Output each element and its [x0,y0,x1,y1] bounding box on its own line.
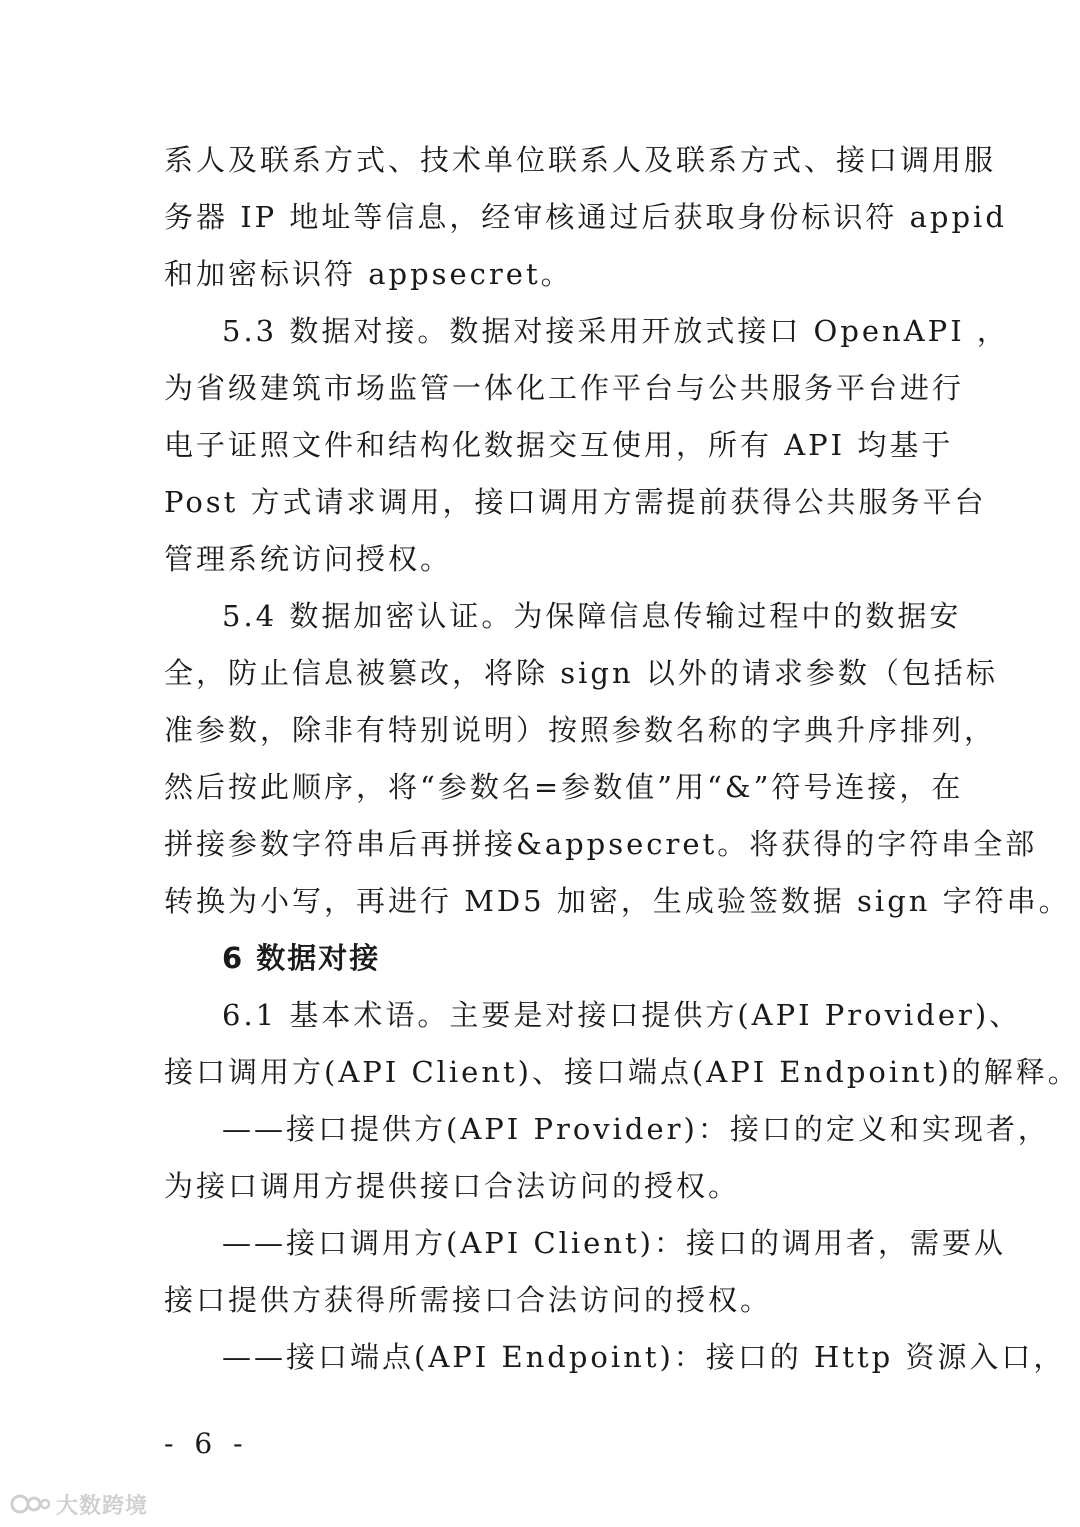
line-text: 5.3 数据对接。数据对接采用开放式接口 OpenAPI ， [222,314,1009,348]
line-text: 接口调用方(API Client)、接口端点(API Endpoint)的解释。 [164,1055,1080,1089]
line-text: 电子证照文件和结构化数据交互使用，所有 API 均基于 [164,428,954,462]
text-line [164,702,1080,759]
line-text: 6.1 基本术语。主要是对接口提供方(API Provider)、 [222,998,1022,1032]
line-text: 转换为小写，再进行 MD5 加密，生成验签数据 sign 字符串。 [164,884,1071,918]
page-number: - 6 - [164,1427,249,1460]
line-text: ——接口调用方(API Client)：接口的调用者，需要从 [222,1226,1006,1260]
text-line [164,645,1080,702]
line-text: 务器 IP 地址等信息，经审核通过后获取身份标识符 appid [164,200,1007,234]
text-line [164,474,1080,531]
line-text: 5.4 数据加密认证。为保障信息传输过程中的数据安 [222,599,962,633]
text-line [164,189,1080,246]
paragraph-start [222,1101,1080,1158]
line-text: 和加密标识符 appsecret。 [164,257,573,291]
text-line [164,1272,1080,1329]
paragraph-start [222,303,1080,360]
line-text: 全，防止信息被篡改，将除 sign 以外的请求参数（包括标 [164,656,998,690]
paragraph-start [222,588,1080,645]
line-text: 为接口调用方提供接口合法访问的授权。 [164,1169,741,1203]
text-line [164,759,1080,816]
text-line [164,132,1080,189]
line-text: ——接口提供方(API Provider)：接口的定义和实现者， [222,1112,1050,1146]
section-heading [222,930,1080,987]
line-text: 接口提供方获得所需接口合法访问的授权。 [164,1283,773,1317]
line-text: 管理系统访问授权。 [164,542,453,576]
text-line [164,1044,1080,1101]
text-line [164,360,1080,417]
paragraph-start [222,1329,1080,1386]
line-text: 准参数，除非有特别说明）按照参数名称的字典升序排列， [164,713,997,747]
watermark [10,1488,148,1520]
paragraph-start [222,987,1080,1044]
text-line [164,816,1080,873]
watermark-logo-icon [10,1490,50,1518]
line-text: 系人及联系方式、技术单位联系人及联系方式、接口调用服 [164,143,997,177]
text-line [164,246,1080,303]
text-line [164,873,1080,930]
heading-text: 6 数据对接 [222,941,381,975]
text-line [164,1158,1080,1215]
line-text: 为省级建筑市场监管一体化工作平台与公共服务平台进行 [164,371,965,405]
line-text: 拼接参数字符串后再拼接&appsecret。将获得的字符串全部 [164,827,1038,861]
paragraph-start [222,1215,1080,1272]
line-text: ——接口端点(API Endpoint)：接口的 Http 资源入口， [222,1340,1066,1374]
text-line [164,531,1080,588]
line-text: 然后按此顺序，将“参数名=参数值”用“&”符号连接，在 [164,770,964,804]
watermark-text: 大数跨境 [56,1493,149,1519]
text-line [164,417,1080,474]
line-text: Post 方式请求调用，接口调用方需提前获得公共服务平台 [164,485,987,519]
